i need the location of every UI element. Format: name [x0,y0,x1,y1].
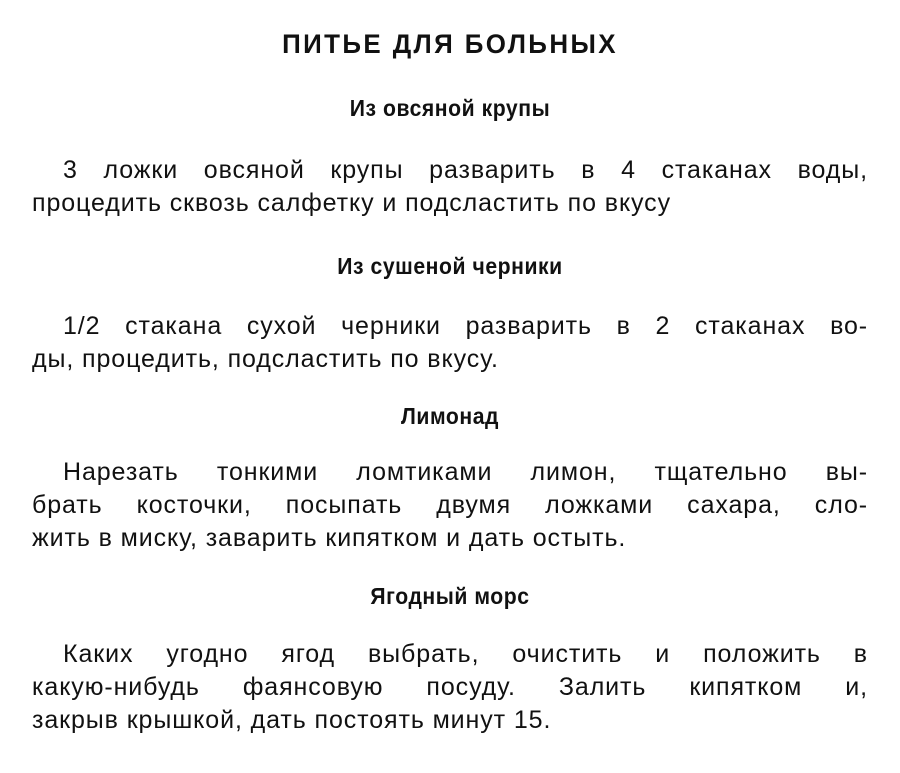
text-line: 1/2 стакана сухой черники разварить в 2 стаканах во- [63,312,868,340]
text-line: ды, процедить, подсластить по вкусу. [32,345,499,373]
section-heading-blueberry: Из сушеной черники [337,253,563,279]
text-line: жить в миску, заварить кипятком и дать остыть. [32,524,627,552]
section-heading-berry-drink: Ягодный морс [370,583,530,609]
section-text-lemonade [32,456,868,555]
text-line: какую-нибудь фаянсовую посуду. Залить кипятком и, [32,673,868,701]
text-line: брать косточки, посыпать двумя ложками сахара, сло- [32,491,868,519]
section-text-blueberry [32,310,868,376]
section-text-berry-drink [32,638,868,737]
text-line: Каких угодно ягод выбрать, очистить и положить в [63,640,868,668]
text-line: Нарезать тонкими ломтиками лимон, тщательно вы- [63,458,868,486]
section-heading-lemonade: Лимонад [400,403,500,429]
text-line: 3 ложки овсяной крупы разварить в 4 стаканах воды, [63,156,868,184]
section-heading-oat: Из овсяной крупы [349,95,551,121]
section-text-oat [32,154,868,220]
text-line: процедить сквозь салфетку и подсластить по вкусу [32,189,671,217]
page-title: ПИТЬЕ ДЛЯ БОЛЬНЫХ [282,29,618,59]
text-line: закрыв крышкой, дать постоять минут 15. [32,706,552,734]
